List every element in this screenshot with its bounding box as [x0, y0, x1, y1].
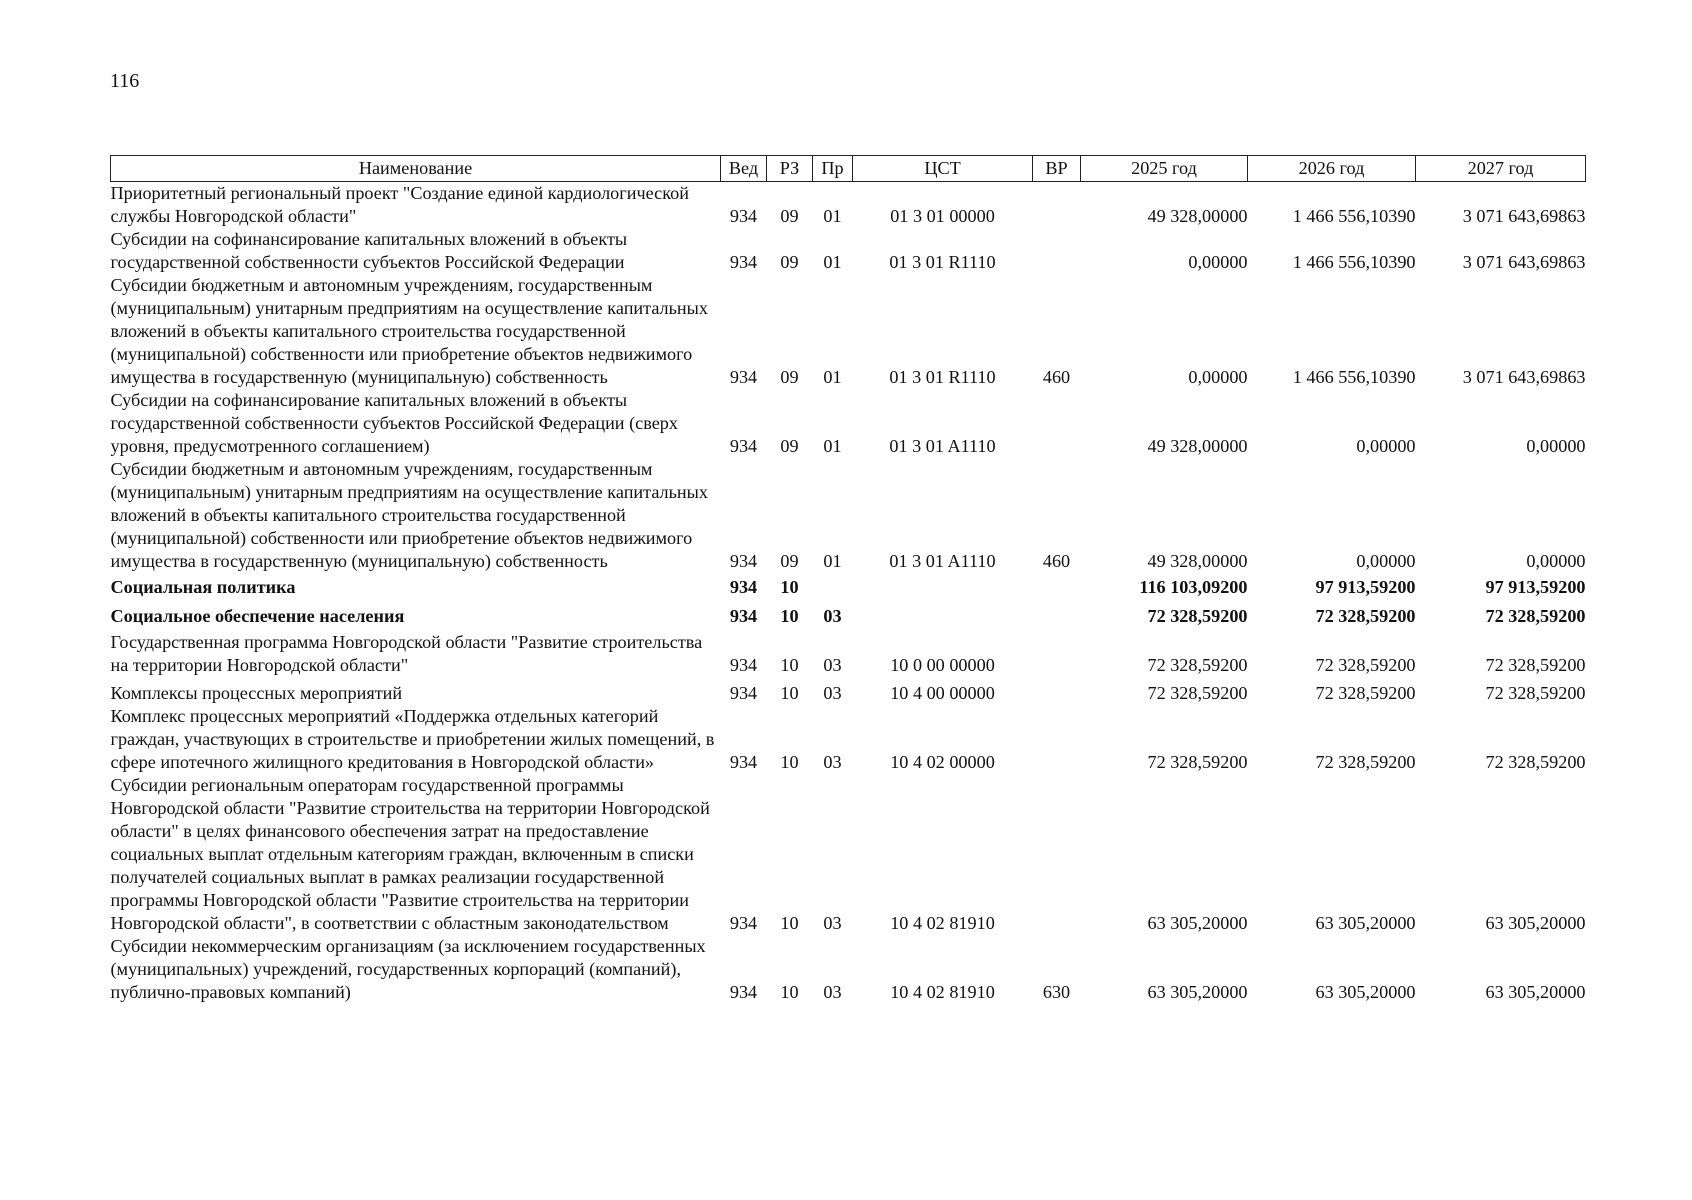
- row-2027: 3 071 643,69863: [1462, 252, 1586, 272]
- row-vr: 460: [1042, 367, 1071, 387]
- row-ved: 934: [729, 606, 758, 626]
- row-cst: 01 3 01 R1110: [889, 252, 996, 272]
- row-2026: 0,00000: [1356, 551, 1416, 571]
- row-2025: 72 328,59200: [1147, 752, 1248, 772]
- row-2027: 3 071 643,69863: [1462, 367, 1586, 387]
- row-2027: 72 328,59200: [1485, 683, 1586, 703]
- row-rz: 10: [780, 752, 799, 772]
- row-rz: 10: [780, 982, 799, 1002]
- row-name: Субсидии бюджетным и автономным учреждениям, государственным (муниципальным) унитарным предприятиям на осуществление капитальных вложений в объекты капитального строительства государственной (муниципальной) собственности или приобретение объектов недвижимого имущества в государственную (муниципальную) собственность: [110, 459, 708, 571]
- row-rz: 09: [780, 551, 799, 571]
- row-2026: 63 305,20000: [1315, 913, 1416, 933]
- row-name: Субсидии на софинансирование капитальных вложений в объекты государственной собственности субъектов Российской Федерации: [110, 229, 628, 272]
- row-2025: 0,00000: [1188, 367, 1248, 387]
- row-2025: 63 305,20000: [1147, 913, 1248, 933]
- row-2026: 97 913,59200: [1315, 577, 1416, 597]
- row-pr: 01: [823, 551, 842, 571]
- header-2025: 2025 год: [1081, 156, 1248, 182]
- row-vr: 630: [1042, 982, 1071, 1002]
- row-2026: 63 305,20000: [1315, 982, 1416, 1002]
- row-2025: 116 103,09200: [1139, 577, 1248, 597]
- header-2027: 2027 год: [1416, 156, 1586, 182]
- row-2025: 72 328,59200: [1147, 655, 1248, 675]
- page-number: 116: [110, 70, 140, 92]
- row-pr: 03: [823, 606, 842, 626]
- header-cst: ЦСТ: [853, 156, 1033, 182]
- row-2025: 0,00000: [1188, 252, 1248, 272]
- header-name: Наименование: [111, 156, 721, 182]
- row-2025: 72 328,59200: [1147, 606, 1248, 626]
- row-rz: 09: [780, 206, 799, 226]
- row-2027: 0,00000: [1526, 551, 1586, 571]
- row-2026: 1 466 556,10390: [1292, 206, 1416, 226]
- budget-table: [110, 155, 1586, 1004]
- row-rz: 09: [780, 252, 799, 272]
- row-2025: 72 328,59200: [1147, 683, 1248, 703]
- row-pr: 01: [823, 206, 842, 226]
- row-pr: [813, 573, 853, 602]
- row-ved: 934: [729, 913, 758, 933]
- row-cst: 10 4 02 00000: [890, 752, 995, 772]
- table-row: [111, 774, 1586, 935]
- row-2025: 49 328,00000: [1147, 551, 1248, 571]
- row-ved: 934: [729, 551, 758, 571]
- row-2027: 63 305,20000: [1485, 982, 1586, 1002]
- row-vr: [1033, 705, 1081, 774]
- row-ved: 934: [729, 577, 758, 597]
- row-rz: 10: [780, 577, 799, 597]
- row-name: Субсидии бюджетным и автономным учреждениям, государственным (муниципальным) унитарным предприятиям на осуществление капитальных вложений в объекты капитального строительства государственной (муниципальной) собственности или приобретение объектов недвижимого имущества в государственную (муниципальную) собственность: [110, 275, 708, 387]
- row-cst: 10 4 02 81910: [890, 982, 995, 1002]
- table-row: [111, 573, 1586, 602]
- row-pr: 03: [823, 982, 842, 1002]
- row-2027: 72 328,59200: [1485, 606, 1586, 626]
- row-2026: 72 328,59200: [1315, 752, 1416, 772]
- row-pr: 03: [823, 913, 842, 933]
- row-ved: 934: [729, 252, 758, 272]
- header-vr: ВР: [1033, 156, 1081, 182]
- row-2026: 0,00000: [1356, 436, 1416, 456]
- row-ved: 934: [729, 206, 758, 226]
- row-ved: 934: [729, 683, 758, 703]
- row-cst: 01 3 01 A1110: [889, 436, 996, 456]
- row-2027: 63 305,20000: [1485, 913, 1586, 933]
- row-2026: 1 466 556,10390: [1292, 367, 1416, 387]
- row-vr: 460: [1042, 551, 1071, 571]
- row-pr: 01: [823, 252, 842, 272]
- row-ved: 934: [729, 655, 758, 675]
- header-pr: Пр: [813, 156, 853, 182]
- row-vr: [1033, 389, 1081, 458]
- row-2027: 97 913,59200: [1485, 577, 1586, 597]
- table-row: [111, 182, 1586, 229]
- row-ved: 934: [729, 982, 758, 1002]
- row-cst: 10 0 00 00000: [890, 655, 995, 675]
- row-vr: [1033, 182, 1081, 229]
- table-row: [111, 228, 1586, 274]
- row-cst: 01 3 01 00000: [890, 206, 995, 226]
- row-pr: 03: [823, 655, 842, 675]
- table-row: [111, 935, 1586, 1004]
- row-cst: [853, 602, 1033, 631]
- row-name: Комплекс процессных мероприятий «Поддержка отдельных категорий граждан, участвующих в строительстве и приобретении жилых помещений, в сфере ипотечного жилищного кредитования в Новгородской области»: [110, 706, 715, 772]
- row-pr: 01: [823, 436, 842, 456]
- row-name: Комплексы процессных мероприятий: [110, 683, 403, 703]
- row-pr: 03: [823, 683, 842, 703]
- row-name: Субсидии на софинансирование капитальных вложений в объекты государственной собственности субъектов Российской Федерации (сверх уровня, предусмотренного соглашением): [110, 390, 678, 456]
- row-vr: [1033, 631, 1081, 677]
- header-ved: Вед: [721, 156, 767, 182]
- table-header-row: [111, 156, 1586, 182]
- row-rz: 10: [780, 655, 799, 675]
- row-vr: [1033, 228, 1081, 274]
- row-2025: 49 328,00000: [1147, 436, 1248, 456]
- row-2025: 49 328,00000: [1147, 206, 1248, 226]
- row-vr: [1033, 573, 1081, 602]
- table-row: [111, 677, 1586, 705]
- row-rz: 10: [780, 683, 799, 703]
- row-2027: 72 328,59200: [1485, 752, 1586, 772]
- row-name: Субсидии некоммерческим организациям (за исключением государственных (муниципальных) учреждений, государственных корпораций (компаний), публично-правовых компаний): [110, 936, 706, 1002]
- row-2027: 72 328,59200: [1485, 655, 1586, 675]
- row-name: Социальная политика: [110, 577, 296, 597]
- row-ved: 934: [729, 436, 758, 456]
- row-vr: [1033, 602, 1081, 631]
- row-cst: 01 3 01 A1110: [889, 551, 996, 571]
- row-2026: 72 328,59200: [1315, 683, 1416, 703]
- row-pr: 03: [823, 752, 842, 772]
- row-vr: [1033, 677, 1081, 705]
- table-row: [111, 274, 1586, 389]
- table-row: [111, 602, 1586, 631]
- row-rz: 09: [780, 367, 799, 387]
- row-2026: 1 466 556,10390: [1292, 252, 1416, 272]
- row-2027: 3 071 643,69863: [1462, 206, 1586, 226]
- row-rz: 10: [780, 606, 799, 626]
- row-name: Государственная программа Новгородской области "Развитие строительства на территории Новгородской области": [110, 632, 703, 675]
- row-name: Социальное обеспечение населения: [110, 606, 405, 626]
- row-cst: 01 3 01 R1110: [889, 367, 996, 387]
- header-rz: РЗ: [767, 156, 813, 182]
- row-2026: 72 328,59200: [1315, 606, 1416, 626]
- table-row: [111, 458, 1586, 573]
- row-2025: 63 305,20000: [1147, 982, 1248, 1002]
- row-cst: 10 4 02 81910: [890, 913, 995, 933]
- row-ved: 934: [729, 752, 758, 772]
- table-body: [111, 182, 1586, 1005]
- table-row: [111, 631, 1586, 677]
- header-2026: 2026 год: [1248, 156, 1416, 182]
- row-cst: [853, 573, 1033, 602]
- row-vr: [1033, 774, 1081, 935]
- row-rz: 10: [780, 913, 799, 933]
- table-row: [111, 389, 1586, 458]
- row-pr: 01: [823, 367, 842, 387]
- table-row: [111, 705, 1586, 774]
- row-2027: 0,00000: [1526, 436, 1586, 456]
- row-cst: 10 4 00 00000: [890, 683, 995, 703]
- row-rz: 09: [780, 436, 799, 456]
- row-name: Субсидии региональным операторам государственной программы Новгородской области "Развитие строительства на территории Новгородской области" в целях финансового обеспечения затрат на предоставление социальных выплат отдельным категориям граждан, включенным в списки получателей социальных выплат в рамках реализации государственной программы Новгородской области "Развитие строительства на территории Новгородской области", в соответствии с областным законодательством: [110, 775, 710, 933]
- row-2026: 72 328,59200: [1315, 655, 1416, 675]
- row-name: Приоритетный региональный проект "Создание единой кардиологической службы Новгородской области": [110, 183, 689, 226]
- row-ved: 934: [729, 367, 758, 387]
